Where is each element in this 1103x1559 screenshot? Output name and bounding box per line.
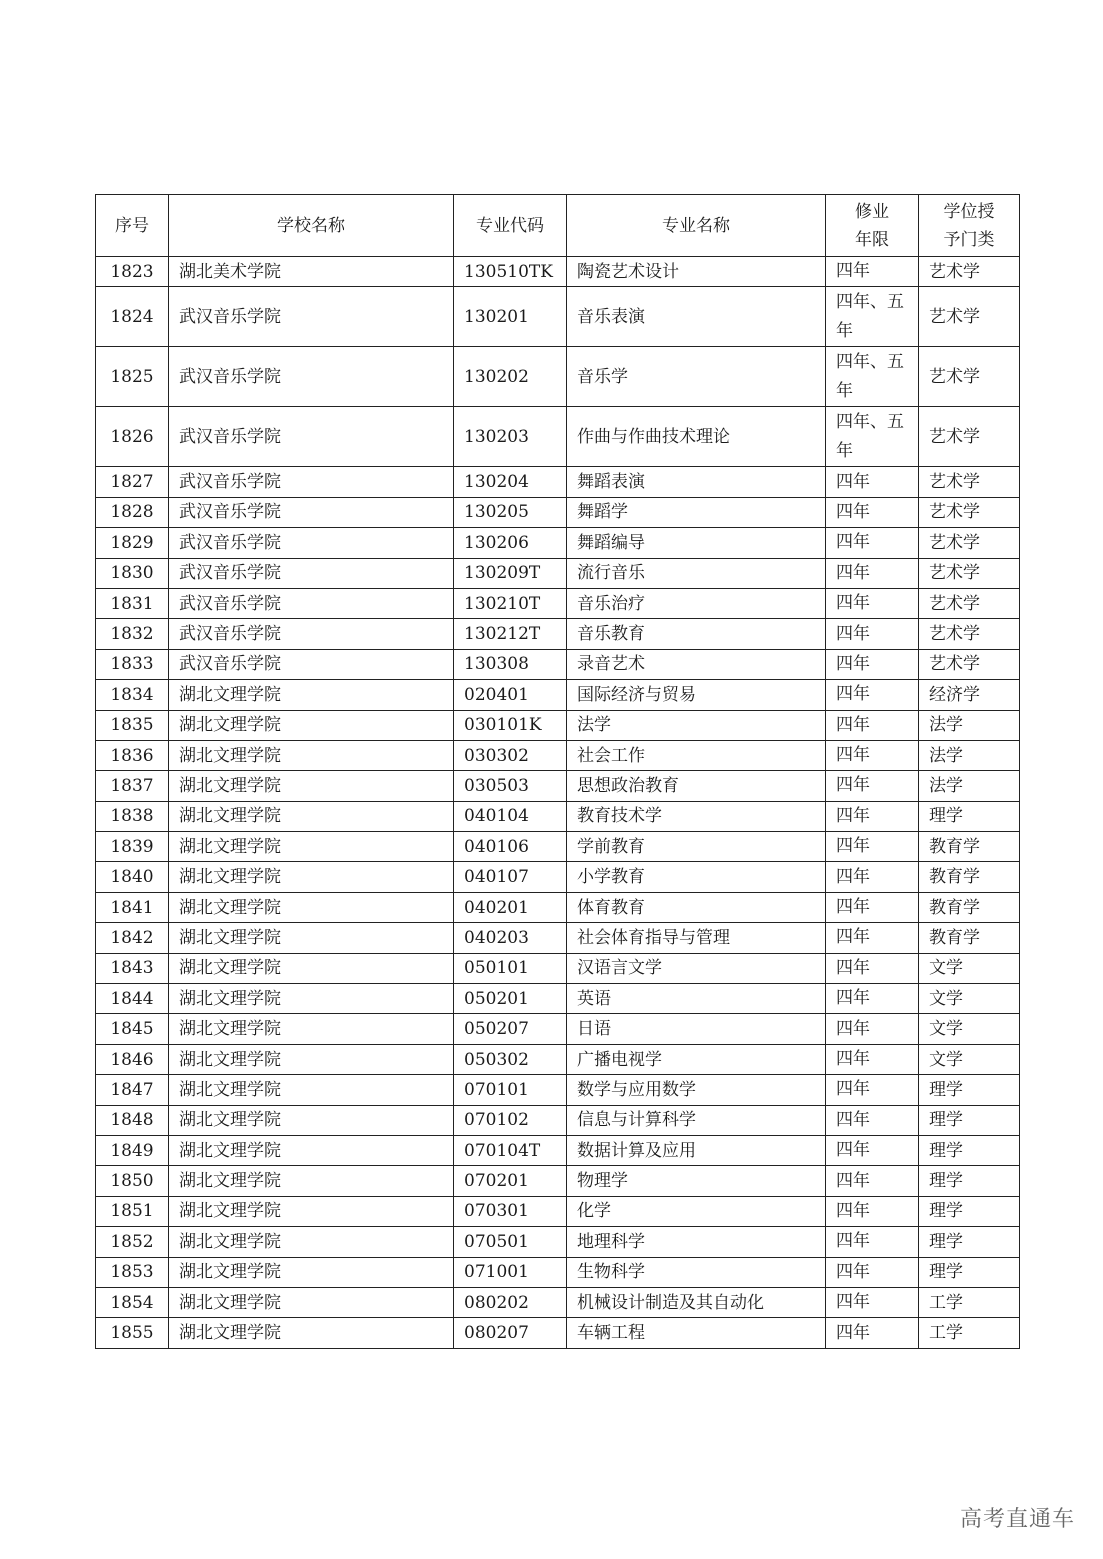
cell-years: 四年 xyxy=(826,497,919,527)
watermark: 高考直通车 xyxy=(959,1507,1075,1532)
cell-major: 教育技术学 xyxy=(567,801,826,831)
table-row xyxy=(96,1105,1020,1135)
cell-degree: 艺术学 xyxy=(919,619,1020,649)
cell-seq: 1830 xyxy=(96,558,169,588)
cell-school: 武汉音乐学院 xyxy=(169,619,454,649)
cell-years: 四年 xyxy=(826,801,919,831)
cell-degree: 理学 xyxy=(919,1196,1020,1226)
cell-seq: 1852 xyxy=(96,1227,169,1257)
table-row xyxy=(96,1318,1020,1348)
table-row xyxy=(96,257,1020,287)
cell-code: 040201 xyxy=(454,892,567,922)
cell-years: 四年 xyxy=(826,1135,919,1165)
cell-degree: 艺术学 xyxy=(919,257,1020,287)
cell-degree: 文学 xyxy=(919,1014,1020,1044)
cell-code: 070102 xyxy=(454,1105,567,1135)
cell-school: 湖北文理学院 xyxy=(169,1287,454,1317)
cell-degree: 文学 xyxy=(919,1044,1020,1074)
cell-years: 四年 xyxy=(826,588,919,618)
cell-school: 武汉音乐学院 xyxy=(169,287,454,347)
cell-major: 音乐学 xyxy=(567,347,826,407)
cell-school: 湖北文理学院 xyxy=(169,862,454,892)
cell-code: 130510TK xyxy=(454,257,567,287)
cell-school: 湖北文理学院 xyxy=(169,680,454,710)
cell-degree: 艺术学 xyxy=(919,649,1020,679)
cell-code: 030101K xyxy=(454,710,567,740)
cell-school: 武汉音乐学院 xyxy=(169,347,454,407)
table-row xyxy=(96,497,1020,527)
cell-code: 040106 xyxy=(454,832,567,862)
cell-school: 武汉音乐学院 xyxy=(169,558,454,588)
cell-seq: 1841 xyxy=(96,892,169,922)
cell-degree: 理学 xyxy=(919,801,1020,831)
cell-major: 车辆工程 xyxy=(567,1318,826,1348)
table-row xyxy=(96,832,1020,862)
cell-seq: 1855 xyxy=(96,1318,169,1348)
table-row xyxy=(96,862,1020,892)
cell-major: 物理学 xyxy=(567,1166,826,1196)
cell-school: 湖北文理学院 xyxy=(169,832,454,862)
cell-degree: 教育学 xyxy=(919,832,1020,862)
cell-degree: 法学 xyxy=(919,740,1020,770)
cell-degree: 理学 xyxy=(919,1257,1020,1287)
cell-major: 录音艺术 xyxy=(567,649,826,679)
cell-major: 体育教育 xyxy=(567,892,826,922)
cell-code: 070101 xyxy=(454,1075,567,1105)
cell-years: 四年 xyxy=(826,1227,919,1257)
cell-years: 四年 xyxy=(826,953,919,983)
cell-school: 湖北文理学院 xyxy=(169,740,454,770)
cell-major: 音乐治疗 xyxy=(567,588,826,618)
cell-years: 四年 xyxy=(826,467,919,497)
cell-seq: 1825 xyxy=(96,347,169,407)
cell-seq: 1836 xyxy=(96,740,169,770)
cell-seq: 1844 xyxy=(96,984,169,1014)
cell-degree: 理学 xyxy=(919,1135,1020,1165)
cell-seq: 1824 xyxy=(96,287,169,347)
cell-school: 湖北文理学院 xyxy=(169,984,454,1014)
table-row xyxy=(96,1257,1020,1287)
cell-major: 汉语言文学 xyxy=(567,953,826,983)
cell-degree: 艺术学 xyxy=(919,588,1020,618)
cell-code: 050207 xyxy=(454,1014,567,1044)
cell-major: 数据计算及应用 xyxy=(567,1135,826,1165)
cell-code: 130202 xyxy=(454,347,567,407)
table-row xyxy=(96,953,1020,983)
cell-degree: 理学 xyxy=(919,1105,1020,1135)
table-row xyxy=(96,1135,1020,1165)
cell-major: 社会工作 xyxy=(567,740,826,770)
cell-major: 信息与计算科学 xyxy=(567,1105,826,1135)
cell-years: 四年 xyxy=(826,984,919,1014)
cell-degree: 艺术学 xyxy=(919,497,1020,527)
cell-seq: 1833 xyxy=(96,649,169,679)
cell-major: 生物科学 xyxy=(567,1257,826,1287)
cell-code: 050201 xyxy=(454,984,567,1014)
cell-seq: 1843 xyxy=(96,953,169,983)
cell-major: 音乐教育 xyxy=(567,619,826,649)
table-row xyxy=(96,680,1020,710)
cell-seq: 1823 xyxy=(96,257,169,287)
cell-seq: 1846 xyxy=(96,1044,169,1074)
cell-school: 湖北文理学院 xyxy=(169,953,454,983)
table-row xyxy=(96,407,1020,467)
cell-years: 四年 xyxy=(826,1044,919,1074)
cell-major: 学前教育 xyxy=(567,832,826,862)
table-row xyxy=(96,1287,1020,1317)
cell-school: 湖北文理学院 xyxy=(169,1227,454,1257)
cell-school: 武汉音乐学院 xyxy=(169,649,454,679)
cell-seq: 1828 xyxy=(96,497,169,527)
cell-code: 080202 xyxy=(454,1287,567,1317)
cell-code: 130201 xyxy=(454,287,567,347)
cell-years: 四年 xyxy=(826,680,919,710)
table-row xyxy=(96,801,1020,831)
cell-school: 湖北文理学院 xyxy=(169,771,454,801)
table-row xyxy=(96,923,1020,953)
cell-seq: 1850 xyxy=(96,1166,169,1196)
cell-major: 舞蹈表演 xyxy=(567,467,826,497)
cell-school: 武汉音乐学院 xyxy=(169,407,454,467)
cell-degree: 艺术学 xyxy=(919,528,1020,558)
cell-major: 作曲与作曲技术理论 xyxy=(567,407,826,467)
cell-code: 030302 xyxy=(454,740,567,770)
cell-school: 湖北文理学院 xyxy=(169,1044,454,1074)
cell-degree: 理学 xyxy=(919,1166,1020,1196)
header-seq: 序号 xyxy=(96,195,169,257)
cell-code: 080207 xyxy=(454,1318,567,1348)
cell-seq: 1853 xyxy=(96,1257,169,1287)
cell-seq: 1839 xyxy=(96,832,169,862)
cell-school: 湖北文理学院 xyxy=(169,1075,454,1105)
cell-school: 湖北文理学院 xyxy=(169,1105,454,1135)
cell-degree: 艺术学 xyxy=(919,558,1020,588)
cell-code: 070501 xyxy=(454,1227,567,1257)
cell-code: 071001 xyxy=(454,1257,567,1287)
cell-degree: 经济学 xyxy=(919,680,1020,710)
cell-major: 广播电视学 xyxy=(567,1044,826,1074)
cell-degree: 教育学 xyxy=(919,862,1020,892)
table-row xyxy=(96,1196,1020,1226)
cell-years: 四年 xyxy=(826,1014,919,1044)
table-row xyxy=(96,1166,1020,1196)
cell-major: 机械设计制造及其自动化 xyxy=(567,1287,826,1317)
cell-years: 四年 xyxy=(826,1318,919,1348)
cell-degree: 法学 xyxy=(919,710,1020,740)
cell-major: 思想政治教育 xyxy=(567,771,826,801)
table-row xyxy=(96,892,1020,922)
cell-degree: 工学 xyxy=(919,1318,1020,1348)
cell-seq: 1838 xyxy=(96,801,169,831)
cell-code: 050101 xyxy=(454,953,567,983)
header-row xyxy=(96,195,1020,257)
cell-major: 舞蹈学 xyxy=(567,497,826,527)
table-row xyxy=(96,528,1020,558)
cell-major: 化学 xyxy=(567,1196,826,1226)
cell-code: 070301 xyxy=(454,1196,567,1226)
cell-code: 070104T xyxy=(454,1135,567,1165)
table-row xyxy=(96,710,1020,740)
cell-degree: 艺术学 xyxy=(919,287,1020,347)
table-row xyxy=(96,347,1020,407)
cell-major: 数学与应用数学 xyxy=(567,1075,826,1105)
cell-years: 四年 xyxy=(826,1196,919,1226)
table-row xyxy=(96,1014,1020,1044)
table-row xyxy=(96,619,1020,649)
cell-code: 130308 xyxy=(454,649,567,679)
cell-major: 国际经济与贸易 xyxy=(567,680,826,710)
cell-school: 武汉音乐学院 xyxy=(169,467,454,497)
cell-degree: 工学 xyxy=(919,1287,1020,1317)
cell-school: 湖北文理学院 xyxy=(169,923,454,953)
cell-school: 湖北美术学院 xyxy=(169,257,454,287)
header-major: 专业名称 xyxy=(567,195,826,257)
cell-degree: 法学 xyxy=(919,771,1020,801)
cell-school: 武汉音乐学院 xyxy=(169,588,454,618)
cell-major: 日语 xyxy=(567,1014,826,1044)
cell-school: 湖北文理学院 xyxy=(169,1196,454,1226)
cell-degree: 教育学 xyxy=(919,923,1020,953)
cell-school: 湖北文理学院 xyxy=(169,892,454,922)
table-row xyxy=(96,558,1020,588)
cell-school: 湖北文理学院 xyxy=(169,1135,454,1165)
cell-years: 四年 xyxy=(826,832,919,862)
cell-years: 四年、五年 xyxy=(826,347,919,407)
header-code: 专业代码 xyxy=(454,195,567,257)
cell-years: 四年 xyxy=(826,257,919,287)
cell-code: 130206 xyxy=(454,528,567,558)
cell-code: 130212T xyxy=(454,619,567,649)
cell-years: 四年 xyxy=(826,1105,919,1135)
cell-seq: 1826 xyxy=(96,407,169,467)
cell-years: 四年 xyxy=(826,649,919,679)
cell-seq: 1829 xyxy=(96,528,169,558)
table-row xyxy=(96,287,1020,347)
cell-major: 流行音乐 xyxy=(567,558,826,588)
cell-years: 四年 xyxy=(826,923,919,953)
cell-years: 四年 xyxy=(826,740,919,770)
cell-school: 湖北文理学院 xyxy=(169,1014,454,1044)
cell-school: 湖北文理学院 xyxy=(169,1318,454,1348)
table-row xyxy=(96,771,1020,801)
cell-years: 四年、五年 xyxy=(826,287,919,347)
cell-years: 四年 xyxy=(826,1257,919,1287)
cell-seq: 1851 xyxy=(96,1196,169,1226)
cell-school: 武汉音乐学院 xyxy=(169,497,454,527)
cell-major: 音乐表演 xyxy=(567,287,826,347)
header-degree: 学位授予门类 xyxy=(919,195,1020,257)
cell-seq: 1849 xyxy=(96,1135,169,1165)
cell-major: 社会体育指导与管理 xyxy=(567,923,826,953)
cell-seq: 1842 xyxy=(96,923,169,953)
table-row xyxy=(96,467,1020,497)
cell-years: 四年 xyxy=(826,710,919,740)
cell-degree: 艺术学 xyxy=(919,407,1020,467)
cell-years: 四年 xyxy=(826,1075,919,1105)
cell-degree: 理学 xyxy=(919,1075,1020,1105)
cell-school: 湖北文理学院 xyxy=(169,1257,454,1287)
cell-major: 舞蹈编导 xyxy=(567,528,826,558)
header-school: 学校名称 xyxy=(169,195,454,257)
cell-years: 四年 xyxy=(826,1287,919,1317)
cell-code: 130203 xyxy=(454,407,567,467)
cell-degree: 教育学 xyxy=(919,892,1020,922)
cell-years: 四年 xyxy=(826,862,919,892)
cell-code: 130205 xyxy=(454,497,567,527)
cell-code: 040203 xyxy=(454,923,567,953)
header-years: 修业年限 xyxy=(826,195,919,257)
table-row xyxy=(96,1227,1020,1257)
cell-seq: 1837 xyxy=(96,771,169,801)
cell-years: 四年 xyxy=(826,619,919,649)
cell-major: 法学 xyxy=(567,710,826,740)
table-row xyxy=(96,1075,1020,1105)
cell-seq: 1854 xyxy=(96,1287,169,1317)
cell-seq: 1840 xyxy=(96,862,169,892)
cell-code: 130210T xyxy=(454,588,567,618)
cell-degree: 艺术学 xyxy=(919,467,1020,497)
cell-code: 040107 xyxy=(454,862,567,892)
cell-years: 四年 xyxy=(826,1166,919,1196)
cell-years: 四年、五年 xyxy=(826,407,919,467)
cell-school: 湖北文理学院 xyxy=(169,710,454,740)
table-row xyxy=(96,984,1020,1014)
cell-code: 040104 xyxy=(454,801,567,831)
table-row xyxy=(96,740,1020,770)
cell-seq: 1827 xyxy=(96,467,169,497)
cell-years: 四年 xyxy=(826,558,919,588)
cell-school: 湖北文理学院 xyxy=(169,1166,454,1196)
cell-degree: 艺术学 xyxy=(919,347,1020,407)
cell-seq: 1831 xyxy=(96,588,169,618)
cell-major: 英语 xyxy=(567,984,826,1014)
cell-degree: 文学 xyxy=(919,953,1020,983)
cell-school: 武汉音乐学院 xyxy=(169,528,454,558)
cell-code: 070201 xyxy=(454,1166,567,1196)
cell-code: 130209T xyxy=(454,558,567,588)
cell-code: 030503 xyxy=(454,771,567,801)
cell-degree: 理学 xyxy=(919,1227,1020,1257)
table-row xyxy=(96,588,1020,618)
cell-seq: 1834 xyxy=(96,680,169,710)
majors-table xyxy=(95,194,1020,1349)
cell-code: 020401 xyxy=(454,680,567,710)
cell-major: 小学教育 xyxy=(567,862,826,892)
cell-seq: 1845 xyxy=(96,1014,169,1044)
cell-major: 陶瓷艺术设计 xyxy=(567,257,826,287)
cell-years: 四年 xyxy=(826,771,919,801)
table-row xyxy=(96,1044,1020,1074)
cell-code: 050302 xyxy=(454,1044,567,1074)
cell-years: 四年 xyxy=(826,892,919,922)
cell-years: 四年 xyxy=(826,528,919,558)
cell-school: 湖北文理学院 xyxy=(169,801,454,831)
cell-code: 130204 xyxy=(454,467,567,497)
table-row xyxy=(96,649,1020,679)
cell-major: 地理科学 xyxy=(567,1227,826,1257)
cell-seq: 1832 xyxy=(96,619,169,649)
cell-seq: 1847 xyxy=(96,1075,169,1105)
cell-seq: 1835 xyxy=(96,710,169,740)
cell-seq: 1848 xyxy=(96,1105,169,1135)
cell-degree: 文学 xyxy=(919,984,1020,1014)
